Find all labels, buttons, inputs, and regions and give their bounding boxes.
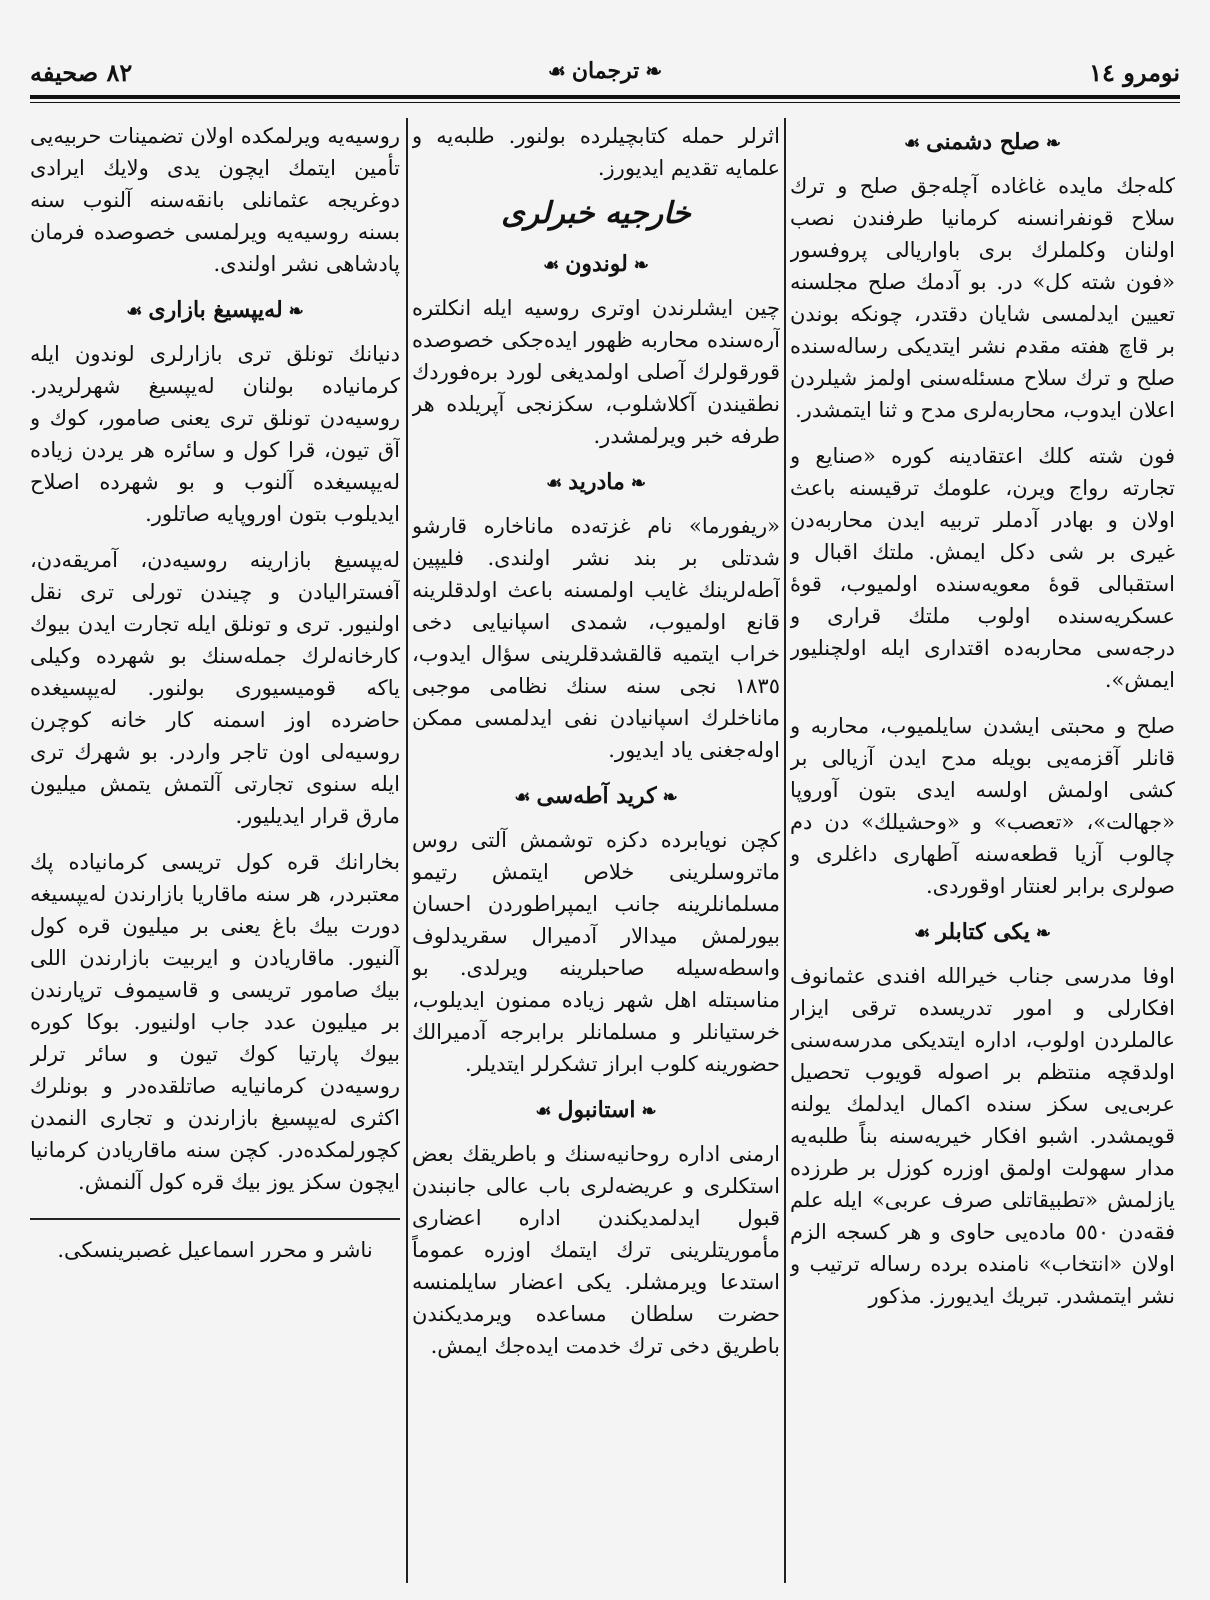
- article-paragraph: لەيپسيغ بازارينه روسيه‌دن، آمريقه‌دن، آفستراليادن و چيندن تورلى ترى نقل اولنيور. ترى و تونلق ايله تجارت ايدن بيوك كارخانه‌لرك جمله‌سنك بو شهرده وكيلى ياكه قوميسيورى بولنور. لەيپسيغده حاضرده اوز اسمنه كار خانه كوچرن روسيه‌لى اون تاجر واردر. بو شهرك ترى ايله سنوى تجارتى آلتمش يتمش ميليون مارق قرار ايديليور.: [30, 548, 400, 828]
- section-heading: [790, 126, 1175, 160]
- column-middle: [412, 120, 780, 1580]
- issue-number: نومرو ١٤: [1089, 58, 1180, 87]
- colophon: ناشر و محرر اسماعيل غصبرينسكى.: [30, 1218, 400, 1266]
- ornament-icon: ☙: [543, 255, 560, 276]
- article-paragraph: چين ايشلرندن اوترى روسيه ايله انكلتره آره‌سنده محاربه ظهور ايده‌جكى خصوصده قورقولرك آصلى اولمديغى لورد بره‌فوردك نطقيندن آكلاشلوب، سكزنجى آپريلده هر طرفه خبر ويرلمشدر.: [412, 296, 780, 448]
- column-divider: [406, 118, 408, 1583]
- article-paragraph: ارمنى اداره روحانيه‌سنك و باطريقك بعض استكلرى و عريضه‌لرى باب عالى جانبندن قبول ايدلمديكندن اداره اعضارى مأموريتلرينى ترك ايتمك اوزره عموماً استدعا ويرمشلر. يكى اعضار سايلمنسه حضرت سلطان مساعده ويرمديكندن باطريق دخى ترك خدمت ايده‌جك ايمش.: [412, 1142, 780, 1358]
- article-paragraph: كچن نويابرده دكزه توشمش آلتى روس ماتروسلرينى خلاص ايتمش رتيمو مسلمانلرينه جانب ايمپراطوردن احسان بيورلمش ميدالار آدميرال سقريدلوف واسطه‌سيله صاحبلرينه ويرلدى. بو مناسبتله اهل شهر زياده ممنون ايديلوب، خرستيانلر و مسلمانلر برابرجه آدميرالك حضورينه كلوب ابراز تشكرلر ايتديلر.: [412, 828, 780, 1076]
- heading-text: يكى كتابلر: [936, 919, 1030, 945]
- column-left: [30, 120, 400, 1580]
- heading-text: استانبول: [557, 1097, 636, 1123]
- masthead-title: [542, 58, 668, 84]
- section-heading: [412, 1094, 780, 1128]
- heading-text: لوندون: [565, 251, 628, 277]
- ornament-icon: ☙: [914, 923, 931, 944]
- ornament-icon: ☙: [547, 59, 566, 83]
- ornament-icon: ☙: [126, 301, 143, 322]
- section-title: خارجيه خبرلرى: [501, 196, 691, 231]
- section-heading: [412, 248, 780, 282]
- article-paragraph: «ريفورما» نام غزته‌ده ماناخاره قارشو شدتلى بر بند نشر اولندى. فليپين آطه‌لرينك غايب اولمسنه باعث اولدقلرينه قانع اولميوب، شمدى اسپانيايى دخى خراب ايتميه قالقشدقلرينى سؤال ايدوب، ١٨٣٥ نجى سنه سنك نظامى موجبى ماناخلرك اسپانيادن نفى ايدلمسى ممكن اوله‌جغنى ياد ايديور.: [412, 514, 780, 762]
- article-paragraph: كله‌جك مايده غاغاده آچله‌جق صلح و ترك سلاح قونفرانسنه كرمانيا طرفندن نصب اولنان وكلملرك برى باواريالى پروفسور «فون شته كل» در. بو آدمك صلح مجلسنه تعيين ايدلمسى شايان دقتدر، چونكه بوندن بر قاچ هفته مقدم نشر ايتديكى رساله‌سنده صلح و ترك سلاح مسئله‌سنى اولمز شيلردن اعلان ايدوب، محاربه‌لرى مدح و ثنا ايتمشدر.: [790, 174, 1175, 422]
- heading-text: صلح دشمنی: [926, 129, 1040, 155]
- page-header: [30, 58, 1180, 98]
- section-heading: [412, 780, 780, 814]
- ornament-icon: ❧: [1045, 133, 1061, 154]
- heading-text: كريد آطه‌سى: [536, 783, 657, 809]
- ornament-icon: ☙: [546, 473, 563, 494]
- ornament-icon: ❧: [1035, 923, 1051, 944]
- page-number: ٨٢ صحيفه: [30, 58, 133, 87]
- ornament-icon: ☙: [535, 1101, 552, 1122]
- header-rule-thin: [30, 102, 1180, 103]
- header-rule: [30, 95, 1180, 99]
- newspaper-title: ترجمان: [571, 58, 640, 84]
- ornament-icon: ❧: [633, 255, 649, 276]
- heading-text: مادريد: [568, 469, 625, 495]
- section-heading: [790, 916, 1175, 950]
- heading-text: لەيپسيغ بازارى: [148, 297, 283, 323]
- ornament-icon: ❧: [662, 787, 678, 808]
- article-paragraph: فون شته كلك اعتقادينه كوره «صنايع و تجارته رواج ويرن، علومك ترقيسنه باعث اولان و بهادر آدملر تربيه ايدن محاربه‌دن غيرى بر شى دكل ايمش. ملتك اقبال و استقبالى قوۀ معويه‌سنده اولميوب، قوۀ عسكريه‌سنده اولوب ملتك قرارى و درجه‌سى محاربه‌ده اقتدارى ايله اولچنليور ايمش».: [790, 444, 1175, 692]
- column-divider: [784, 118, 786, 1583]
- section-heading: [30, 294, 400, 328]
- article-paragraph: اوفا مدرسى جناب خيرالله افندى عثمانوف افكارلى و امور تدريسده ترقى ايزار عالملردن اولوب، اداره ايتديكى مدرسه‌سنى اولدقچه منتظم بر اصوله قويوب تحصيل عربى‌يى سكز سنده اكمال ايدلمك يولنه قويمشدر. اشبو افكار خيريه‌سنه بناً طلبه‌يه مدار سهولت اولمق اوزره كوزل بر طرزده يازلمش «تطبيقاتلى صرف عربى» ايله علم فقه‌دن ٥٥٠ ماده‌يى حاوى و هر كسجه الزم اولان «انتخاب» نامنده برده رساله ترتيب و نشر ايتمشدر. تبريك ايديورز. مذكور: [790, 964, 1175, 1308]
- article-paragraph: روسيه‌يه ويرلمكده اولان تضمينات حربيه‌يى تأمين ايتمك ايچون يدى ولايك ايرادى دوغريجه عثمانلى بانقه‌سنه آلنوب سنه بسنه روسيه‌يه ويرلمسى خصوصده فرمان پادشاهى نشر اولندى.: [30, 124, 400, 276]
- article-paragraph: صلح و محبتى ايشدن سايلميوب، محاربه و قانلر آقزمه‌يى بويله مدح ايدن آزيالى بر كشى اولمش اولسه ايدى بتون آوروپا «جهالت»، «تعصب» و «وحشيلك» دن دم چالوب آزيا قطعه‌سنه آطهارى داغلرى و صولرى برابر لعنتار اوقوردى.: [790, 714, 1175, 898]
- section-heading: [412, 466, 780, 500]
- ornament-icon: ❧: [630, 473, 646, 494]
- ornament-icon: ☙: [904, 133, 921, 154]
- article-paragraph: بخارانك قره كول تريسى كرمانياده پك معتبردر، هر سنه ماقاريا بازارندن لەيپسيغه دورت بيك باغ يعنى بر ميليون قره كول آلنيور. ماقاريادن و ايربيت بازارندن اللى بيك صامور تريسى و قاسيموف ترپارندن بر ميليون عدد جاب اولنيور. بوكا كوره بيوك پارتيا كوك تيون و سائر ترلر روسيه‌دن كرمانيايه صاتلقده‌در و بونلرك اكثرى لەيپسيغ بازارندن و تجارى النمدن كچورلمكده‌در. كچن سنه ماقاريادن كرمانيا ايچون سكز يوز بيك قره كول آلنمش.: [30, 850, 400, 1194]
- article-paragraph: دنيانك تونلق ترى بازارلرى لوندون ايله كرمانياده بولنان لەيپسيغ شهرلريدر. روسيه‌دن تونلق ترى يعنى صامور، كوك و آق تيون، قرا كول و سائره هر يردن زياده لەيپسيغده آلنوب و بو شهرده اصلاح ايديلوب بتون اوروپايه صاتلور.: [30, 342, 400, 526]
- ornament-icon: ❧: [288, 301, 304, 322]
- ornament-icon: ☙: [514, 787, 531, 808]
- ornament-icon: ❧: [645, 59, 663, 83]
- article-paragraph: اثرلر حمله كتابچيلرده بولنور. طلبه‌يه و علمايه تقديم ايديورز.: [412, 124, 780, 180]
- ornament-icon: ❧: [641, 1101, 657, 1122]
- column-right: [790, 120, 1175, 1580]
